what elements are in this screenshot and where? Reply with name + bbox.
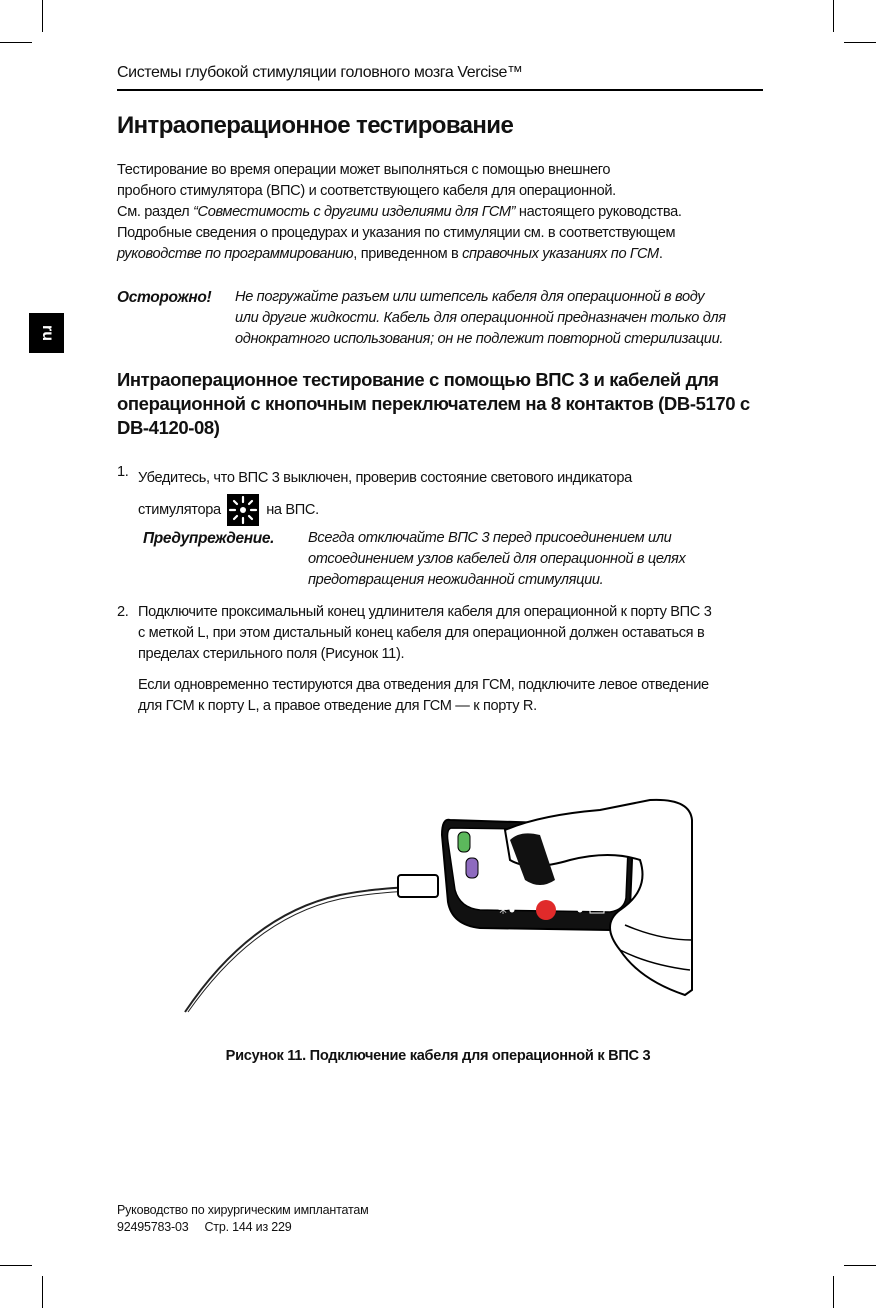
section-heading: Интраоперационное тестирование с помощью ВПС 3 и кабелей для операционной с кнопочным переключателем на 8 контактов (DB-5170 с DB-4120-08) [117, 369, 750, 438]
crop-mark [833, 1276, 834, 1308]
text-line: однократного использования; он не подлежит повторной стерилизации. [235, 331, 724, 347]
crop-mark [0, 1265, 32, 1266]
text-line: Подробные сведения о процедурах и указания по стимуляции см. в соответствующем [117, 225, 676, 241]
header-rule [117, 89, 763, 91]
text-line: Убедитесь, что ВПС 3 выключен, проверив состояние светового индикатора [138, 470, 632, 486]
crop-mark [42, 0, 43, 32]
cable-connector [398, 875, 438, 897]
caution-label [117, 287, 211, 309]
text-line: с меткой L, при этом дистальный конец кабеля для операционной должен оставаться в [138, 625, 705, 641]
light-indicator: ✳ [498, 903, 509, 917]
page-title: Интраоперационное тестирование [117, 112, 514, 139]
figure-11-illustration [180, 790, 700, 1020]
intro-paragraph [117, 160, 767, 265]
text: стимулятора [138, 502, 221, 518]
text-line [138, 494, 632, 526]
text-line: или другие жидкости. Кабель для операционной предназначен только для [235, 310, 726, 326]
step-2 [138, 602, 711, 717]
text: См. раздел [117, 204, 193, 220]
language-tab-label: ru [38, 325, 56, 341]
language-tab [29, 313, 64, 353]
port-L [458, 832, 470, 852]
text-line: отсоединением узлов кабелей для операционной в целях [308, 551, 686, 567]
text-line: Всегда отключайте ВПС 3 перед присоединением или [308, 530, 672, 546]
text-line [117, 202, 767, 223]
text-line: для ГСМ к порту L, а правое отведение для ГСМ — к порту R. [138, 698, 537, 714]
cross-reference: “Совместимость с другими изделиями для ГСМ” [193, 204, 516, 220]
text: , приведенном в [353, 246, 463, 262]
port-R [466, 858, 478, 878]
crop-mark [42, 1276, 43, 1308]
reference: руководстве по программированию [117, 246, 354, 262]
crop-mark [833, 0, 834, 32]
warning-label [143, 528, 274, 550]
caution-label-text: Осторожно! [117, 289, 212, 306]
page-number: Стр. 144 из 229 [204, 1220, 292, 1234]
stimulation-light-icon [227, 494, 259, 526]
warning-text [308, 528, 685, 591]
running-header: Системы глубокой стимуляции головного мозга Vercise™ [117, 64, 523, 81]
stimulation-button [536, 900, 556, 920]
document-number: 92495783-03 [117, 1220, 189, 1234]
crop-mark [844, 1265, 876, 1266]
text-line: пробного стимулятора (ВПС) и соответствующего кабеля для операционной. [117, 183, 616, 199]
text: настоящего руководства. [515, 204, 682, 220]
text: на ВПС. [266, 502, 319, 518]
reference: справочных указаниях по ГСМ [462, 246, 659, 262]
text-line: Не погружайте разъем или штепсель кабеля для операционной в воду [235, 289, 705, 305]
crop-mark [0, 42, 32, 43]
text-line: Если одновременно тестируются два отведения для ГСМ, подключите левое отведение [138, 677, 709, 693]
cable [185, 885, 430, 1012]
step-1 [138, 462, 632, 526]
figure-caption: Рисунок 11. Подключение кабеля для операционной к ВПС 3 [225, 1048, 651, 1064]
text-line: Тестирование во время операции может выполняться с помощью внешнего [117, 162, 611, 178]
crop-mark [844, 42, 876, 43]
step-number: 1. [117, 464, 129, 480]
caution-text [235, 287, 726, 350]
footer-title: Руководство по хирургическим имплантатам [117, 1203, 369, 1217]
text-line: предотвращения неожиданной стимуляции. [308, 572, 604, 588]
text-line [117, 244, 767, 265]
text-line: пределах стерильного поля (Рисунок 11). [138, 646, 405, 662]
text: . [658, 246, 663, 262]
footer [117, 1202, 368, 1236]
text-line: Подключите проксимальный конец удлинителя кабеля для операционной к порту ВПС 3 [138, 604, 712, 620]
step-number: 2. [117, 604, 129, 620]
warning-label-text: Предупреждение. [143, 530, 275, 547]
